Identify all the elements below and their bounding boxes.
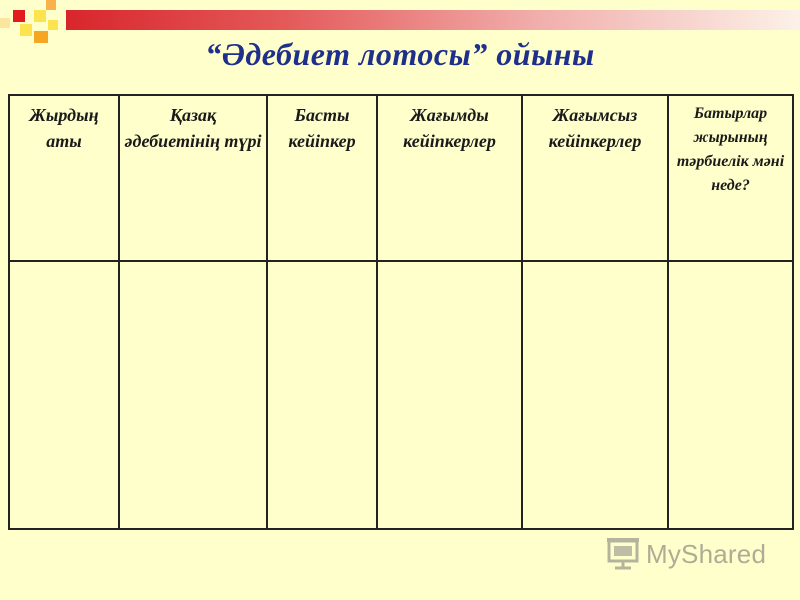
header-negative-characters: Жағымсыз кейіпкерлер (522, 95, 668, 261)
header-gradient-bar (66, 10, 800, 30)
table-cell[interactable] (668, 261, 793, 529)
table-cell[interactable] (267, 261, 377, 529)
title-container (0, 36, 800, 73)
decor-square-pale (0, 18, 10, 28)
table-row (9, 261, 793, 529)
decor-square-yellow (20, 24, 32, 36)
decor-square-yellow (48, 20, 58, 30)
header-song-name: Жырдың аты (9, 95, 119, 261)
slide-title: “Әдебиет лотосы” ойыны (205, 36, 595, 72)
table-cell[interactable] (522, 261, 668, 529)
decor-square-yellow (34, 10, 46, 22)
table-cell[interactable] (9, 261, 119, 529)
watermark-text: MyShared (646, 538, 767, 569)
table-cell[interactable] (377, 261, 522, 529)
watermark (606, 536, 766, 572)
decor-square-orange (46, 0, 56, 10)
header-main-character: Басты кейіпкер (267, 95, 377, 261)
decor-square-red (13, 10, 25, 22)
literature-table (8, 94, 794, 530)
presentation-board-icon (606, 537, 640, 571)
header-educational-meaning: Батырлар жырының тәрбиелік мәні неде? (668, 95, 793, 261)
table-header-row (9, 95, 793, 261)
header-positive-characters: Жағымды кейіпкерлер (377, 95, 522, 261)
table-cell[interactable] (119, 261, 267, 529)
header-literature-type: Қазақ әдебиетінің түрі (119, 95, 267, 261)
